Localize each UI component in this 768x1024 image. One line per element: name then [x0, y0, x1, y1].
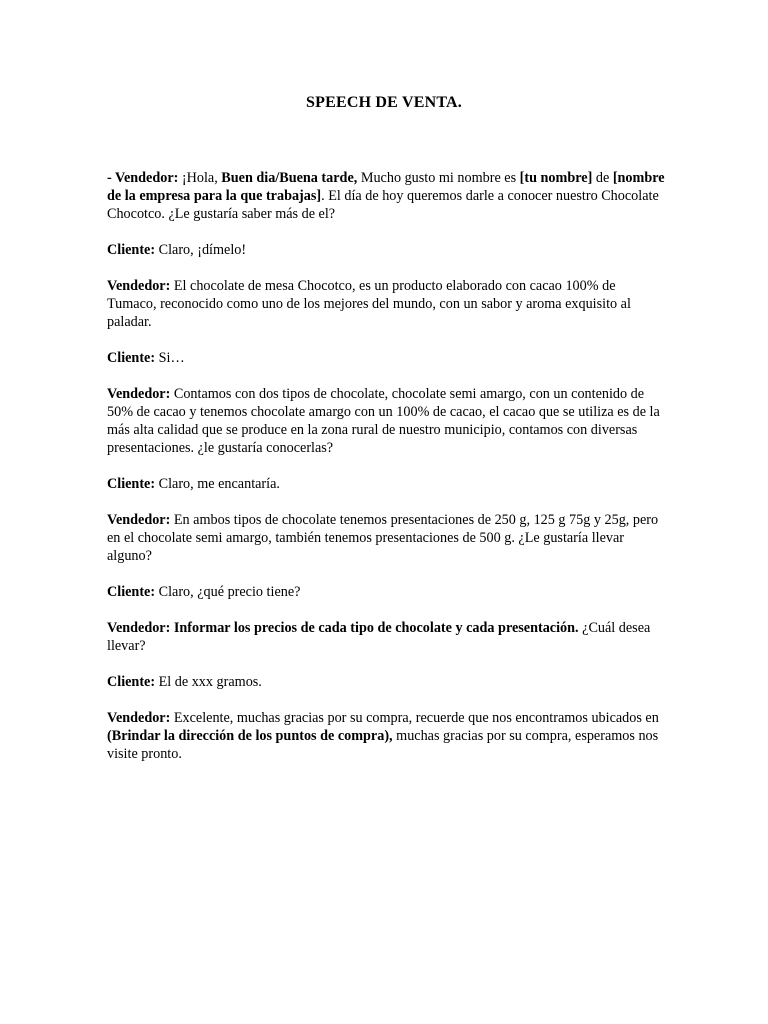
text-run: Mucho gusto mi nombre es [357, 170, 520, 186]
bold-run: - Vendedor: [107, 170, 179, 186]
text-run: de [592, 170, 613, 186]
bold-run: Cliente: [107, 242, 156, 258]
dialogue-paragraph [107, 583, 667, 601]
dialogue-paragraph [107, 169, 667, 223]
bold-run: Cliente: [107, 584, 156, 600]
bold-run: Vendedor: [107, 710, 171, 726]
bold-run: Cliente: [107, 350, 156, 366]
dialogue-paragraph [107, 277, 667, 331]
text-run: El chocolate de mesa Chocotco, es un producto elaborado con cacao 100% de Tumaco, reconocido como uno de los mejores del mundo, con un sabor y aroma exquisito al paladar. [107, 278, 631, 330]
bold-run: [tu nombre] [519, 170, 593, 186]
bold-run: Buen dia/Buena tarde, [221, 170, 358, 186]
text-run: Claro, ¿qué precio tiene? [155, 584, 301, 600]
text-run: El de xxx gramos. [155, 674, 262, 690]
bold-run: Vendedor: Informar los precios de cada tipo de chocolate y cada presentación. [107, 620, 579, 636]
text-run: En ambos tipos de chocolate tenemos presentaciones de 250 g, 125 g 75g y 25g, pero en el chocolate semi amargo, también tenemos presentaciones de 500 g. ¿Le gustaría llevar alguno? [107, 512, 659, 564]
bold-run: Vendedor: [107, 278, 171, 294]
bold-run: Cliente: [107, 476, 156, 492]
dialogue-paragraph [107, 511, 667, 565]
dialogue-paragraph [107, 673, 667, 691]
dialogue-paragraph [107, 475, 667, 493]
text-run: Claro, me encantaría. [155, 476, 280, 492]
text-run: ¡Hola, [178, 170, 222, 186]
text-run: Excelente, muchas gracias por su compra, recuerde que nos encontramos ubicados en [170, 710, 659, 726]
document-title: SPEECH DE VENTA. [306, 94, 462, 111]
text-run: . El día de hoy queremos darle a conocer nuestro Chocolate Chocotco. ¿Le gustaría saber más de el? [107, 188, 659, 222]
text-run: Claro, ¡dímelo! [155, 242, 247, 258]
dialogue-paragraph [107, 241, 667, 259]
dialogue-paragraph [107, 385, 667, 457]
text-run: ¿Cuál desea llevar? [107, 620, 651, 654]
bold-run: Vendedor: [107, 512, 171, 528]
dialogue-paragraph [107, 619, 667, 655]
dialogue-paragraph [107, 709, 667, 763]
bold-run: [nombre de la empresa para la que trabajas] [107, 170, 665, 204]
bold-run: Cliente: [107, 674, 156, 690]
bold-run: (Brindar la dirección de los puntos de compra), [107, 728, 393, 744]
text-run: muchas gracias por su compra, esperamos nos visite pronto. [107, 728, 659, 762]
document-body [107, 169, 667, 781]
dialogue-paragraph [107, 349, 667, 367]
text-run: Si… [155, 350, 185, 366]
bold-run: Vendedor: [107, 386, 171, 402]
text-run: Contamos con dos tipos de chocolate, chocolate semi amargo, con un contenido de 50% de cacao y tenemos chocolate amargo con un 100% de cacao, el cacao que se utiliza es de la más alta calidad que se produce en la zona rural de nuestro municipio, contamos con diversas presentaciones. ¿le gustaría conocerlas? [107, 386, 660, 456]
